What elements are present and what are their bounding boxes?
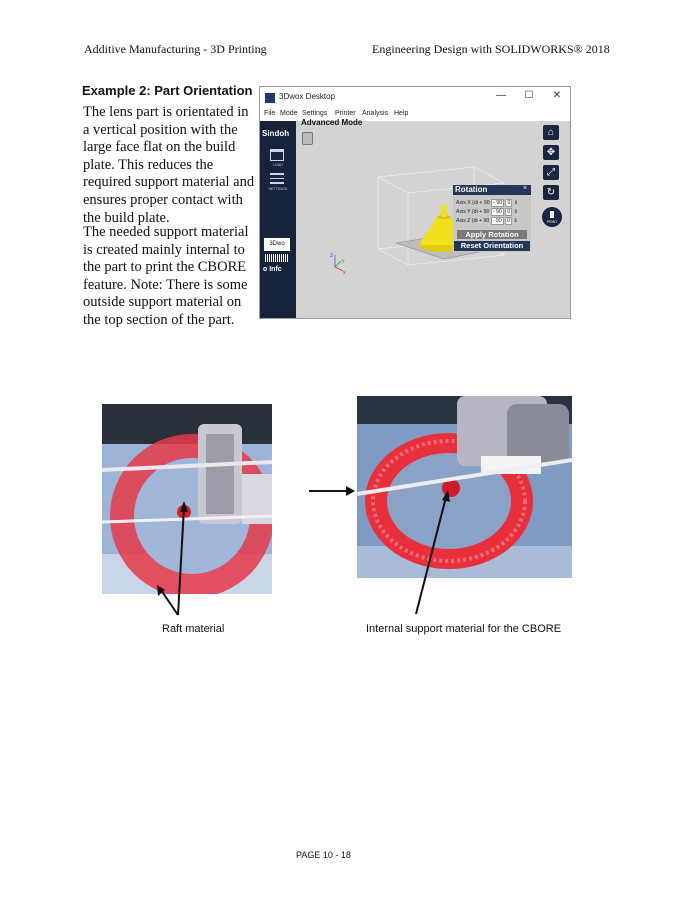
menu-file[interactable]: File	[264, 110, 276, 117]
axis-x-input[interactable]: 0	[507, 200, 511, 206]
axis-x-spinner-icon[interactable]: ⇕	[513, 200, 519, 206]
rotation-title: Rotation	[455, 185, 488, 194]
menu-mode[interactable]: Mode	[280, 110, 298, 117]
raft-material-photo	[102, 404, 272, 594]
axis-y-minus[interactable]: - 90	[492, 209, 502, 215]
axis-y-spinner-icon[interactable]: ⇕	[513, 209, 518, 215]
axis-triad	[330, 253, 346, 276]
barcode-icon	[265, 254, 289, 262]
maximize-button[interactable]: ☐	[524, 90, 534, 101]
app-logo-icon	[265, 93, 275, 103]
close-button[interactable]: ✕	[552, 90, 562, 101]
print-caption: PRINT	[546, 220, 558, 224]
app-title: 3Dwox Desktop	[279, 92, 336, 101]
print-button[interactable]	[542, 207, 562, 227]
minimize-button[interactable]: —	[496, 90, 506, 101]
arrow-between-photos	[308, 485, 356, 497]
apply-rotation-button[interactable]: Apply Rotation	[457, 230, 527, 239]
page-number: PAGE 10 - 18	[296, 850, 351, 860]
3d-viewport[interactable]	[296, 118, 571, 319]
running-header-right: Engineering Design with SOLIDWORKS® 2018	[372, 42, 610, 56]
rotation-panel	[453, 185, 531, 252]
app-sidebar	[260, 121, 296, 319]
axis-x-minus[interactable]: - 90	[493, 200, 502, 206]
axis-y-label: Axis Y (di + 90	[456, 209, 490, 215]
axis-y-row	[456, 208, 518, 216]
axis-z-input[interactable]: 0	[507, 218, 511, 224]
paragraph-support: The needed support material is created mainly internal to the part to print the CBORE feature. Note: There is some outside support material on the top section of the part.	[83, 224, 249, 328]
reset-orientation-button[interactable]: Reset Orientation	[454, 241, 530, 251]
axis-y-input[interactable]: 0	[507, 209, 511, 215]
info-item[interactable]: o Infc	[263, 266, 282, 273]
rotate-icon[interactable]: ↻	[543, 185, 559, 200]
title-bar	[260, 87, 570, 109]
raft-caption: Raft material	[162, 623, 225, 635]
rotation-panel-header	[453, 185, 531, 195]
cbore-caption: Internal support material for the CBORE	[366, 623, 562, 635]
home-icon[interactable]: ⌂	[543, 125, 559, 140]
example-title: Example 2: Part Orientation	[82, 83, 253, 98]
axis-y-label: y	[342, 258, 345, 264]
menu-settings[interactable]: Settings	[302, 110, 328, 117]
axis-x-label: x	[343, 270, 346, 276]
axis-z-spinner-icon[interactable]: ⇕	[513, 218, 518, 224]
internal-support-photo	[357, 396, 572, 578]
menu-printer[interactable]: Printer	[335, 110, 356, 117]
print-icon	[550, 211, 554, 218]
scale-icon[interactable]: ⤢	[543, 165, 559, 180]
brand-logo: Sindoh	[262, 129, 290, 138]
rotation-close-icon[interactable]: ×	[522, 185, 527, 192]
model-thumbnail[interactable]: 3Dwo	[264, 238, 290, 251]
menu-analysis[interactable]: Analysis	[362, 110, 389, 117]
axis-z-row	[456, 217, 518, 225]
move-icon[interactable]: ✥	[543, 145, 559, 160]
load-caption: LOAD	[272, 163, 284, 167]
menu-help[interactable]: Help	[394, 110, 409, 117]
axis-z-minus[interactable]: - 90	[492, 218, 502, 224]
mode-label: Advanced Mode	[301, 118, 363, 127]
settings-sliders-icon[interactable]	[270, 173, 284, 183]
paragraph-orientation: The lens part is orientated in a vertical position with the large face flat on the build plate. This reduces the required support material and ensures proper contact with the build plate.	[83, 104, 255, 226]
folder-icon[interactable]	[270, 149, 284, 161]
axis-z-label: Axis Z (di + 90	[456, 218, 490, 224]
axis-x-label: Axis X (di + 90	[456, 200, 490, 206]
axis-x-row	[456, 199, 518, 207]
axis-z-label: z	[330, 253, 333, 259]
settings-caption: SETTINGS	[268, 187, 288, 191]
running-header-left: Additive Manufacturing - 3D Printing	[84, 42, 267, 56]
app-window-screenshot	[259, 86, 571, 319]
